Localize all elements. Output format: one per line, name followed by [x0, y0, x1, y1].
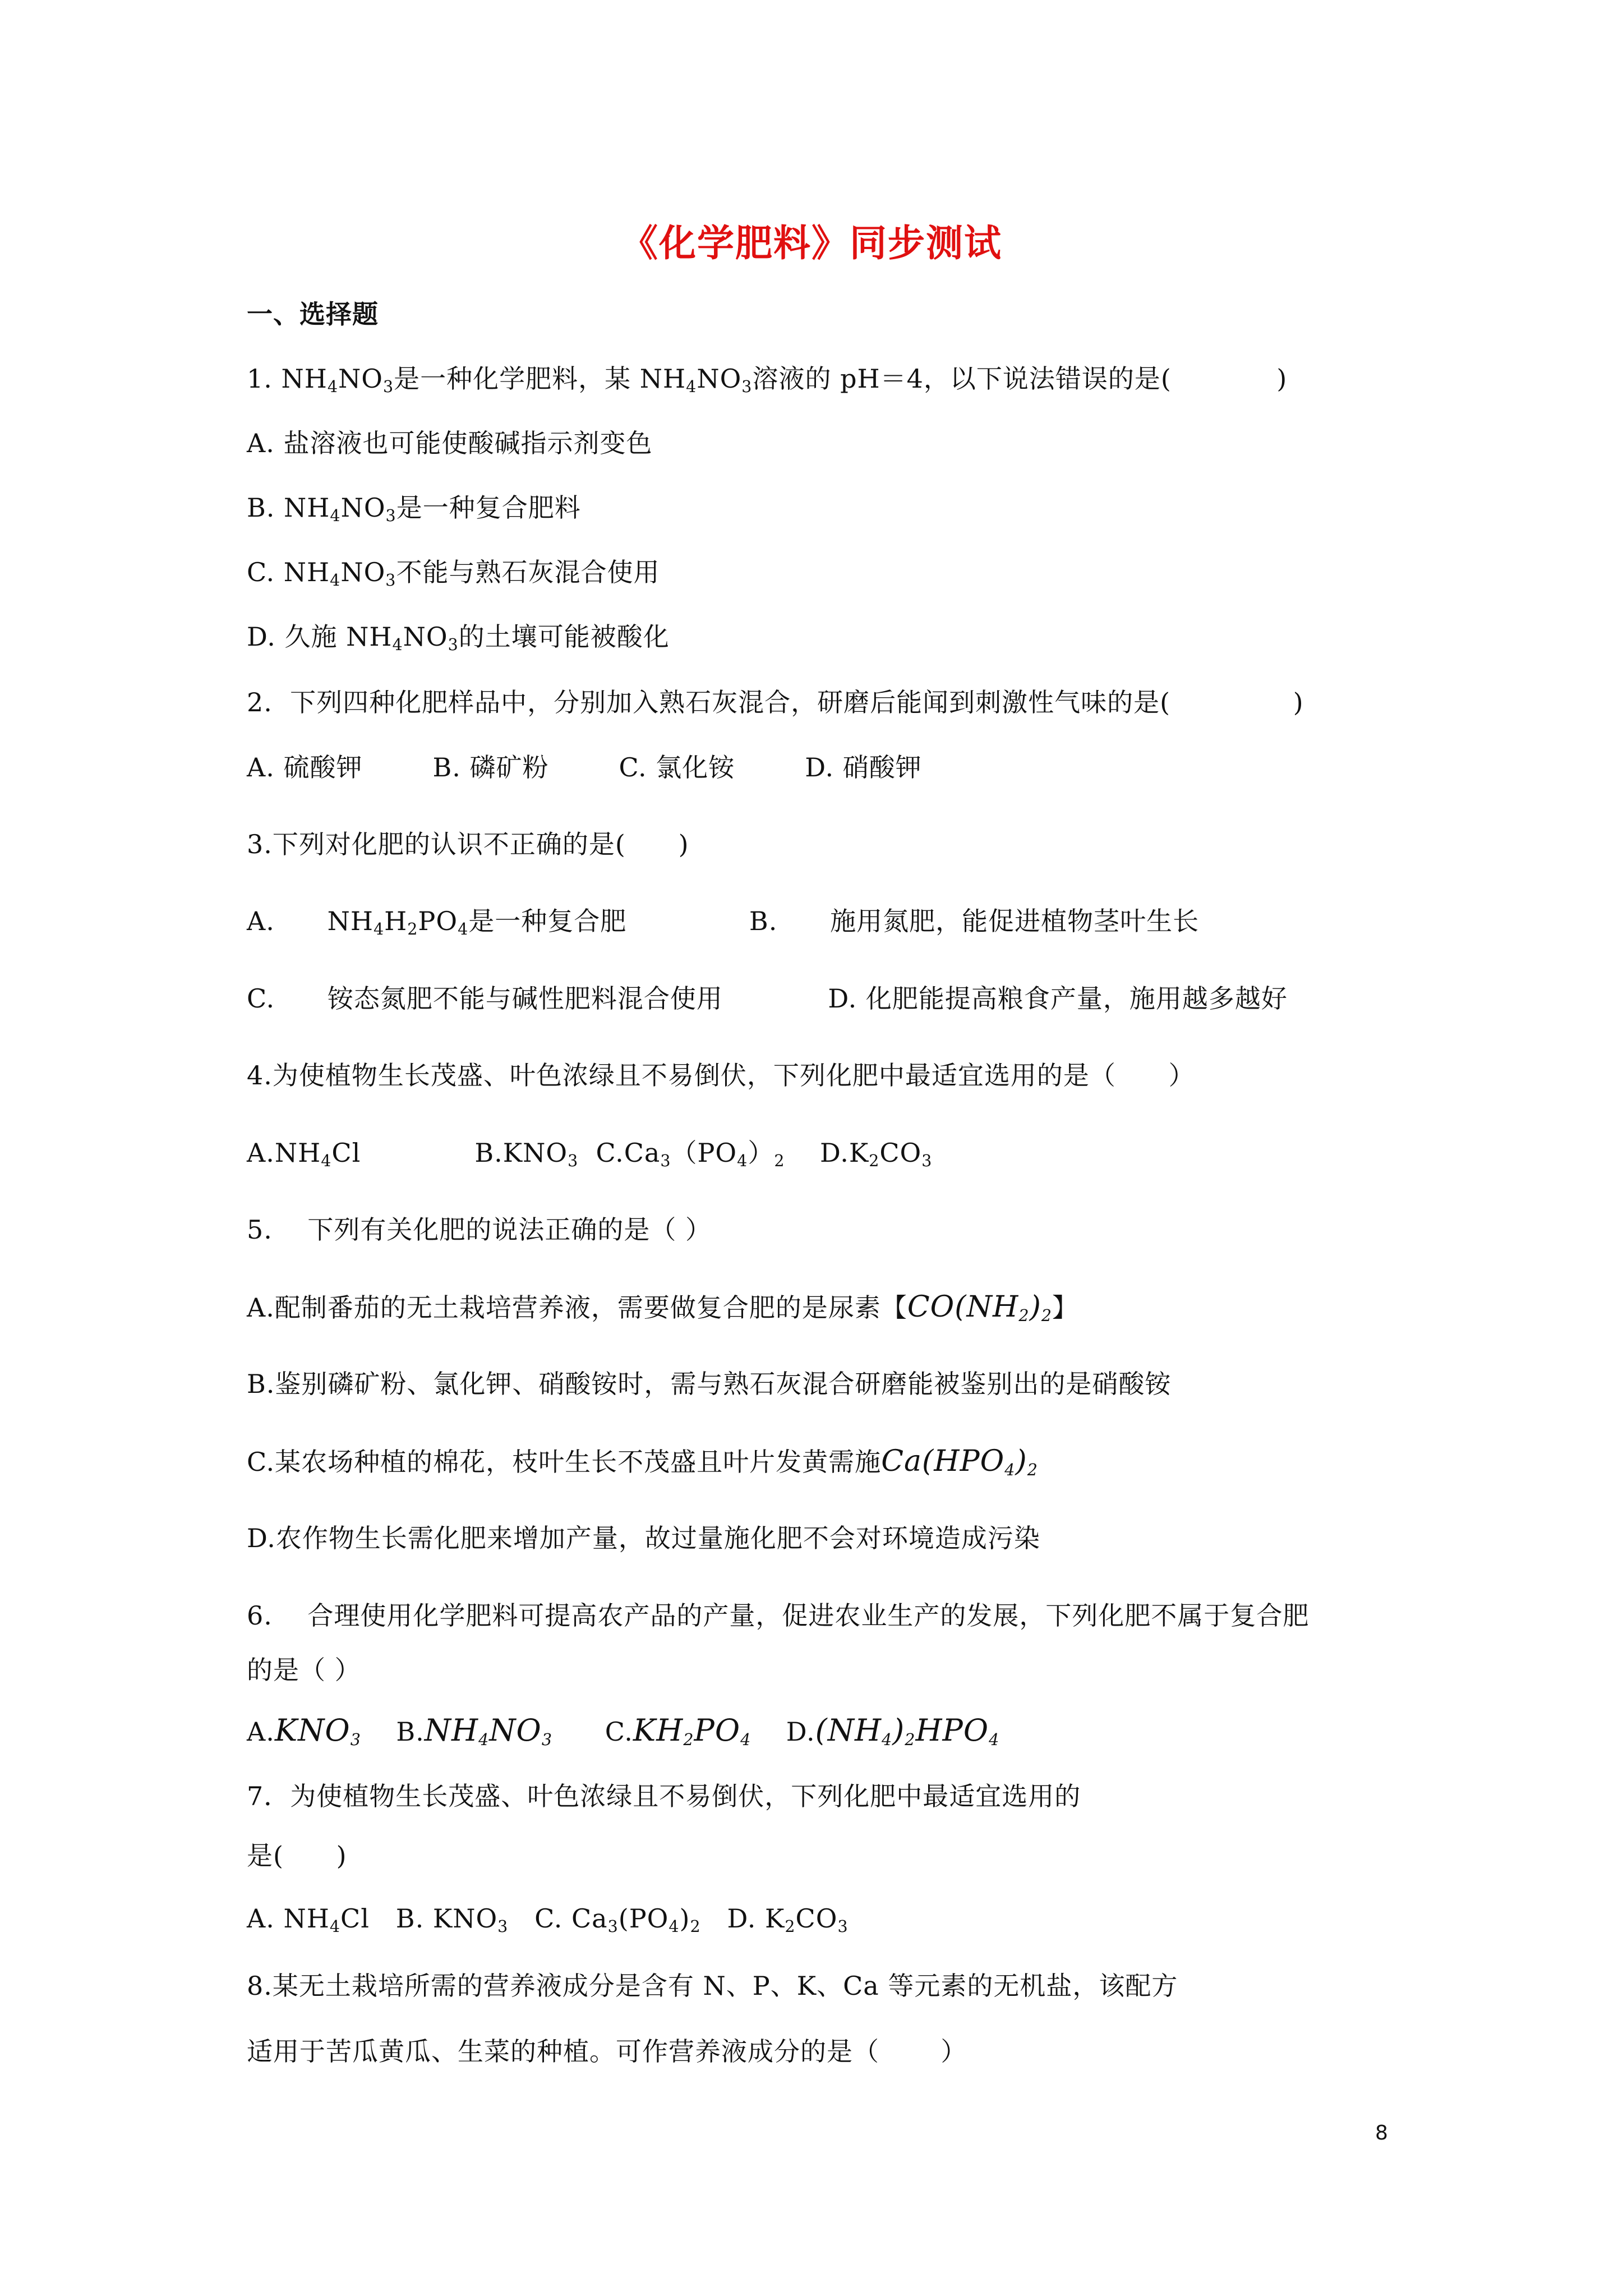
question-2-stem: 2. 下列四种化肥样品中，分别加入熟石灰混合，研磨后能闻到刺激性气味的是( ) — [247, 687, 1304, 717]
question-4-options: $A.NH_4Cl$ $B.KNO_3$ $C.Ca_3(PO_4)_2$ $D.K_2CO_3$ — [247, 1138, 933, 1170]
page-number: 8 — [1375, 2122, 1388, 2145]
question-5-option-d: D.农作物生长需化肥来增加产量，故过量施化肥不会对环境造成污染 — [247, 1523, 1040, 1553]
question-7-stem-line-1: 7．为使植物生长茂盛、叶色浓绿且不易倒伏，下列化肥中最适宜选用的 — [247, 1781, 1081, 1811]
question-6-stem-line-1: 6. 合理使用化学肥料可提高农产品的产量，促进农业生产的发展，下列化肥不属于复合肥 — [247, 1600, 1310, 1631]
question-1-option-c: C. $NH_4NO_3$不能与熟石灰混合使用 — [247, 557, 660, 590]
question-1-stem: 1. $NH_4NO_3$是一种化学肥料，某 $NH_4NO_3$溶液的 pH＝4，以下说法错误的是( ) — [247, 364, 1288, 396]
question-8-stem-line-2: 适用于苦瓜黄瓜、生菜的种植。可作营养液成分的是（ ） — [247, 2036, 967, 2067]
question-5-option-a: A.配制番茄的无土栽培营养液，需要做复合肥的是尿素【$CO(NH_2)_2$】 — [247, 1290, 1079, 1325]
question-8-stem-line-1: 8.某无土栽培所需的营养液成分是含有 N、P、K、Ca 等元素的无机盐，该配方 — [247, 1971, 1178, 2001]
question-5-option-b: B.鉴别磷矿粉、氯化钾、硝酸铵时，需与熟石灰混合研磨能被鉴别出的是硝酸铵 — [247, 1369, 1172, 1399]
question-2-options: A. 硫酸钾 B. 磷矿粉 C. 氯化铵 D. 硝酸钾 — [247, 752, 922, 783]
question-1-option-b: B. $NH_4NO_3$是一种复合肥料 — [247, 493, 581, 525]
question-7-options: A. $NH_4Cl$ B. $KNO_3$ C. $Ca_3(PO_4)_2$ D. $K_2CO_3$ — [247, 1903, 849, 1936]
question-4-stem: 4.为使植物生长茂盛、叶色浓绿且不易倒伏，下列化肥中最适宜选用的是（ ） — [247, 1060, 1195, 1091]
document-title: 《化学肥料》同步测试 — [621, 221, 1002, 265]
section-heading: 一、选择题 — [247, 299, 379, 329]
question-1-option-d: D. 久施 $NH_4NO_3$的土壤可能被酸化 — [247, 622, 670, 654]
question-3-options-ab: A. $NH_4H_2PO_4$是一种复合肥 B. 施用氮肥，能促进植物茎叶生长 — [247, 906, 1200, 938]
question-3-options-cd: C. 铵态氮肥不能与碱性肥料混合使用 D. 化肥能提高粮食产量，施用越多越好 — [247, 983, 1288, 1014]
question-6-options: $A.KNO_3$ $B.NH_4NO_3$ $C.KH_2PO_4$ $D.(NH_4)_2HPO_4$ — [247, 1713, 1000, 1749]
question-7-stem-line-2: 是( ) — [247, 1841, 347, 1871]
question-6-stem-line-2: 的是（ ） — [247, 1655, 361, 1685]
question-1-option-a: A. 盐溶液也可能使酸碱指示剂变色 — [247, 428, 653, 458]
question-5-option-c: C.某农场种植的棉花，枝叶生长不茂盛且叶片发黄需施$Ca(HPO_4)_2$ — [247, 1444, 1038, 1479]
question-3-stem: 3.下列对化肥的认识不正确的是( ) — [247, 829, 689, 859]
question-5-stem: 5. 下列有关化肥的说法正确的是（ ） — [247, 1214, 712, 1245]
